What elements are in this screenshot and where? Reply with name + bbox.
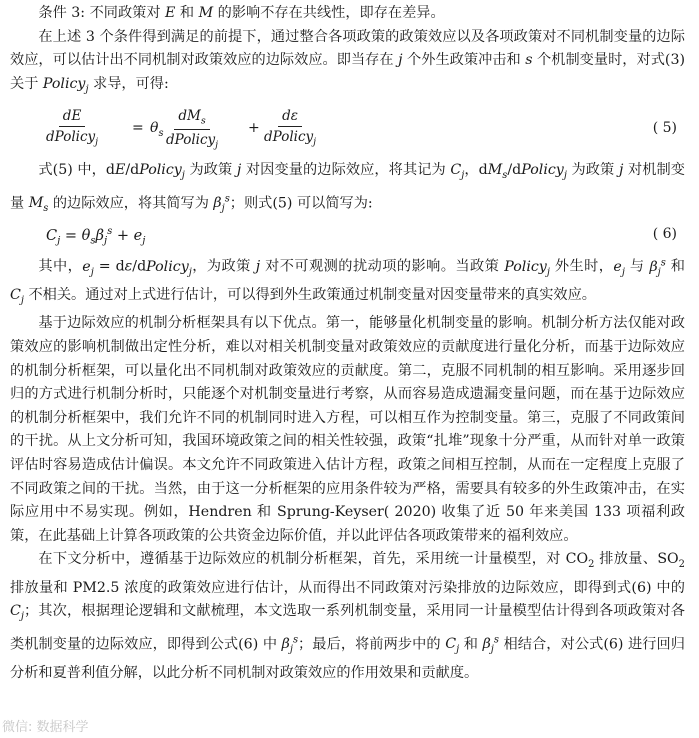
eq5-error-fraction: dε dPolicy$_j$ (264, 108, 317, 148)
paragraph-eq6-explanation: 其中，$e_j$ = dε/dPolicy$_j$，为政策 j 对不可观测的扰动项的影响。当政策 Policy$_j$ 外生时，$e_j$ 与 $\beta_j^s$ 和 $C_j$ 不相关。通过对上式进行估计，可以得到外生政策通过机制变量对因变量带来的真实效应。 (10, 256, 685, 306)
eq5-lhs-fraction: dE dPolicy$_j$ (46, 108, 99, 148)
paper-page (10, 2, 685, 685)
equation-6: $C_j = \theta_s\beta_j^s + e_j$ ( 6) (46, 225, 677, 247)
paragraph-eq5-explanation: 式(5) 中，dE/dPolicy$_j$ 为政策 j 对因变量的边际效应，将其记为 $C_j$，$dM_s/dPolicy_j$ 为政策 j 对机制变量 $M_s$ 的边际效应，将其简写为 $\beta_j^s$；则式(5) 可以简写为: (10, 162, 685, 215)
equation-5: dE dPolicy$_j$ = $\theta_s$ $dM_s$ dPolicy$_j$ + dε dPolicy$_j$ ( 5) (46, 108, 677, 151)
paragraph-analysis-plan: 在下文分析中，遵循基于边际效应的机制分析框架，首先，采用统一计量模型，对 $CO_2$ 排放量、$SO_2$ 排放量和 PM2.5 浓度的政策效应进行估计，从而得出不同政策对污染排放的边际效应，即得到式(6) 中的 $C_j$；其次，根据理论逻辑和文献梳理，本文选取一系列机制变量，采用同一计量模型估计得到各项政策对各类机制变量的边际效应，即得到公式(6) 中 $\beta_j^s$；最后，将前两步中的 $C_j$ 和 $\beta_j^s$ 相结合，对公式(6) 进行回归分析和夏普利值分解，以此分析不同机制对政策效应的作用效果和贡献度。 (10, 551, 685, 681)
paragraph-advantages: 基于边际效应的机制分析框架具有以下优点。第一，能够量化机制变量的影响。机制分析方法仅能对政策效应的影响机制做出定性分析，难以对相关机制变量对政策效应的贡献度进行量化分析，而基于边际效应的机制分析框架，可以量化出不同机制对政策效应的贡献度。第二，克服不同机制的相互影响。采用逐步回归的方式进行机制分析时，只能逐个对机制变量进行考察，从而容易造成遗漏变量问题，而在基于边际效应的机制分析框架中，我们允许不同的机制同时进入方程，可以相互作为控制变量。第三，克服了不同政策间的干扰。从上文分析可知，我国环境政策之间的相关性较强，政策“扎堆”现象十分严重，从而针对单一政策评估时容易造成估计偏误。本文允许不同政策进入估计方程，政策之间相互控制，从而在一定程度上克服了不同政策之间的干扰。当然，由于这一分析框架的应用条件较为严格，需要具有较多的外生政策冲击，在实际应用中不易实现。例如，Hendren 和 Sprung-Keyser( 2020) 收集了近 50 年来美国 133 项福利政策，在此基础上计算各项政策的公共资金边际价值，并以此评估各项政策带来的福利效应。 (10, 315, 685, 544)
watermark: 微信: 数据科学 (2, 720, 89, 735)
paragraph-conditions: 在上述 3 个条件得到满足的前提下，通过整合各项政策的政策效应以及各项政策对不同机制变量的边际效应，可以估计出不同机制对政策效应的边际效应。即当存在 j 个外生政策冲击和 s 个机制变量时，对式(3) 关于 Policy$_j$ 求导，可得: (10, 28, 685, 95)
condition-3-text: 条件 3: 不同政策对 E 和 M 的影响不存在共线性，即存在差异。 (38, 5, 445, 21)
equation-6-number: ( 6) (652, 225, 677, 242)
equation-5-number: ( 5) (652, 120, 677, 137)
eq5-mechanism-fraction: $dM_s$ dPolicy$_j$ (166, 108, 219, 151)
